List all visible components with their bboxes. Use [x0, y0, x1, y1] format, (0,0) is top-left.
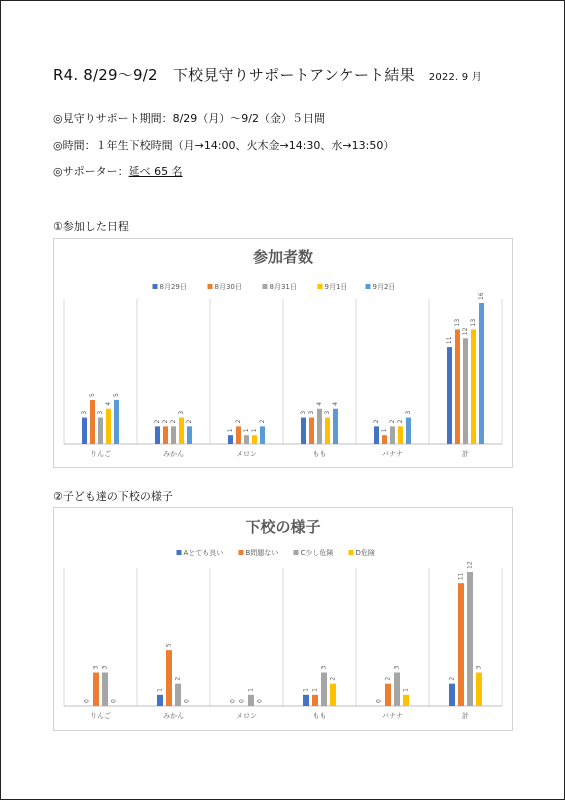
title-text: R4. 8/29～9/2 下校見守りサポートアンケート結果 [53, 66, 415, 84]
data-label: 5 [113, 393, 120, 397]
data-label: 11 [446, 336, 453, 345]
chart-condition [53, 507, 513, 731]
bar [325, 418, 330, 444]
data-label: 1 [243, 428, 250, 433]
chart-condition-svg [54, 508, 512, 730]
category-label: メロン [236, 450, 257, 458]
legend-item [294, 548, 334, 557]
legend-swatch [239, 550, 244, 555]
category-label: みかん [163, 450, 184, 458]
category-label: メロン [236, 712, 257, 720]
legend-label: 8月30日 [214, 283, 242, 291]
data-label: 4 [105, 401, 112, 406]
bar [171, 426, 176, 444]
data-label: 2 [329, 676, 337, 681]
data-label: 0 [375, 699, 383, 703]
legend-item [239, 548, 279, 557]
data-label: 2 [259, 419, 266, 424]
data-label: 1 [156, 688, 164, 692]
data-label: 0 [229, 699, 237, 703]
legend-label: B問題ない [245, 549, 279, 557]
bar [390, 426, 395, 444]
bar [447, 347, 452, 444]
legend-swatch [366, 284, 371, 289]
bar [374, 426, 379, 444]
bar [317, 409, 322, 444]
bar [449, 684, 455, 706]
data-label: 2 [186, 419, 193, 424]
data-label: 1 [402, 688, 410, 692]
data-label: 1 [227, 428, 234, 433]
data-label: 4 [332, 401, 339, 406]
legend-swatch [177, 550, 182, 555]
chart-title: 下校の様子 [245, 518, 321, 536]
bar [82, 418, 87, 444]
info-time: ◎時間：１年生下校時間（月→14:00、火木金→14:30、水→13:50） [53, 139, 395, 152]
legend-swatch [294, 550, 299, 555]
data-label: 3 [475, 665, 483, 670]
data-label: 3 [405, 410, 412, 415]
chart-participants [53, 238, 513, 468]
data-label: 12 [462, 327, 469, 336]
legend-swatch [153, 284, 158, 289]
data-label: 13 [470, 318, 477, 327]
data-label: 3 [308, 410, 315, 415]
data-label: 3 [101, 665, 109, 670]
category-label: バナナ [382, 712, 403, 720]
category-label: りんご [90, 450, 111, 458]
bar [248, 695, 254, 706]
data-label: 5 [165, 643, 173, 648]
title-date: 2022. 9 月 [428, 72, 482, 83]
data-label: 2 [384, 676, 392, 681]
data-label: 3 [178, 410, 185, 415]
bar [252, 435, 257, 444]
bar [455, 329, 460, 444]
legend-item [208, 283, 242, 291]
info-period: ◎見守りサポート期間：8/29（月）～9/2（金）５日間 [53, 112, 326, 125]
data-label: 0 [238, 699, 246, 703]
bar [175, 684, 181, 706]
data-label: 3 [97, 410, 104, 415]
legend-label: 8月29日 [159, 283, 187, 291]
bar [187, 426, 192, 444]
bar [163, 426, 168, 444]
data-label: 3 [324, 410, 331, 415]
category-label: もも [312, 712, 327, 720]
data-label: 2 [162, 419, 169, 424]
bar [406, 418, 411, 444]
legend-swatch [318, 284, 323, 289]
bar [312, 695, 318, 706]
bar [114, 400, 119, 444]
bar [157, 695, 163, 706]
data-label: 1 [247, 688, 255, 692]
data-label: 13 [454, 318, 461, 327]
bar [403, 695, 409, 706]
legend-swatch [349, 550, 354, 555]
data-label: 2 [235, 419, 242, 424]
bar [236, 426, 241, 444]
legend-label: 9月2日 [372, 283, 396, 291]
data-label: 3 [92, 665, 100, 670]
bar [398, 426, 403, 444]
bar [244, 435, 249, 444]
data-label: 12 [466, 561, 474, 569]
bar [98, 418, 103, 444]
data-label: 11 [457, 572, 465, 581]
data-label: 1 [381, 428, 388, 433]
data-label: 2 [397, 419, 404, 424]
legend-label: 9月1日 [324, 283, 348, 291]
category-label: みかん [163, 712, 184, 720]
bar [321, 673, 327, 707]
bar [309, 418, 314, 444]
data-label: 4 [316, 401, 323, 406]
category-label: 計 [462, 712, 469, 720]
legend-item [263, 283, 297, 291]
bar [467, 572, 473, 706]
data-label: 0 [256, 699, 264, 703]
chart-participants-svg [54, 239, 512, 467]
data-label: 0 [183, 699, 191, 703]
data-label: 1 [251, 428, 258, 433]
bar [301, 418, 306, 444]
section-2-heading: ②子ども達の下校の様子 [53, 490, 173, 503]
data-label: 1 [302, 688, 310, 692]
bar [93, 673, 99, 707]
data-label: 3 [81, 410, 88, 415]
data-label: 3 [320, 665, 328, 670]
legend-swatch [208, 284, 213, 289]
bar [303, 695, 309, 706]
data-label: 2 [448, 676, 456, 681]
bar [106, 409, 111, 444]
category-label: もも [312, 450, 327, 458]
data-label: 2 [170, 419, 177, 424]
data-label: 2 [389, 419, 396, 424]
bar [382, 435, 387, 444]
bar [479, 303, 484, 444]
bar [102, 673, 108, 707]
legend-label: 8月31日 [269, 283, 297, 291]
data-label: 5 [89, 393, 96, 397]
bar [463, 338, 468, 444]
data-label: 3 [393, 665, 401, 670]
bar [155, 426, 160, 444]
legend-item [153, 283, 187, 291]
legend-item [349, 548, 375, 557]
data-label: 2 [174, 676, 182, 681]
bar [385, 684, 391, 706]
bar [179, 418, 184, 444]
data-label: 3 [300, 410, 307, 415]
bar [228, 435, 233, 444]
info-supporters [53, 163, 183, 179]
legend-item [177, 548, 224, 557]
legend-swatch [263, 284, 268, 289]
bar [471, 329, 476, 444]
supporters-label: ◎サポーター： [53, 165, 129, 178]
bar [90, 400, 95, 444]
bar [394, 673, 400, 707]
category-label: 計 [462, 450, 469, 458]
data-label: 1 [311, 688, 319, 692]
data-label: 16 [478, 292, 485, 300]
chart-title: 参加者数 [252, 248, 314, 266]
supporters-value: 延べ 65 名 [128, 165, 183, 178]
data-label: 0 [83, 699, 91, 703]
bar [333, 409, 338, 444]
legend-label: C少し危険 [300, 549, 334, 557]
section-1-heading: ①参加した日程 [53, 220, 129, 233]
legend-item [318, 283, 348, 291]
bar [260, 426, 265, 444]
page-title [53, 64, 482, 85]
legend-label: D危険 [355, 549, 375, 557]
bar [458, 583, 464, 706]
bar [476, 673, 482, 707]
category-label: りんご [90, 712, 111, 720]
data-label: 2 [373, 419, 380, 424]
data-label: 0 [110, 699, 118, 703]
bar [166, 650, 172, 706]
data-label: 2 [154, 419, 161, 424]
legend-label: Aとても良い [183, 549, 224, 557]
bar [330, 684, 336, 706]
category-label: バナナ [382, 450, 403, 458]
legend-item [366, 283, 396, 291]
